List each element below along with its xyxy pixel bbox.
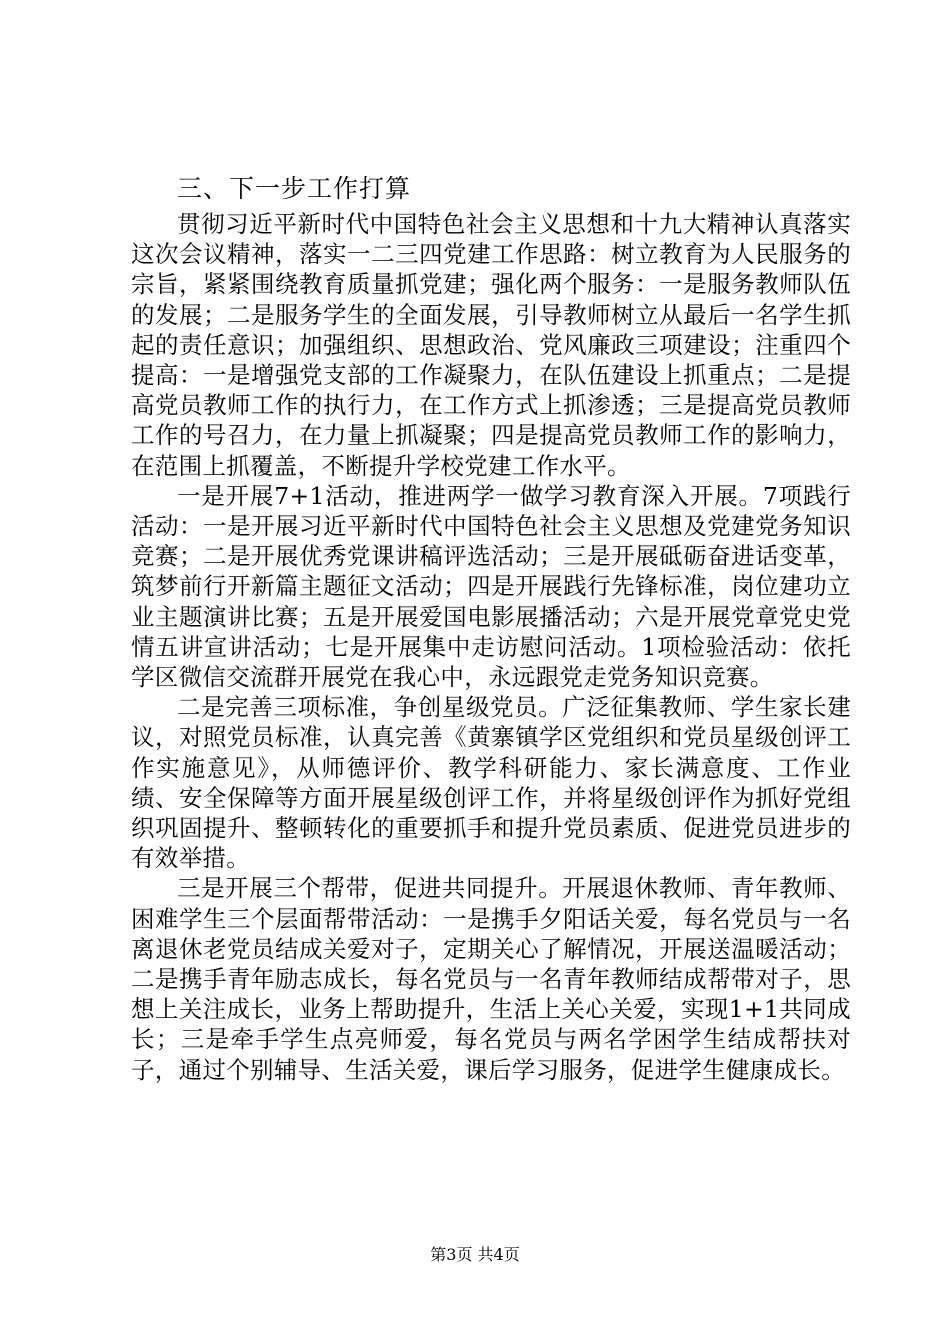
page-number-footer: 第3页 共4页: [430, 1245, 520, 1264]
paragraph-work-plan: 贯彻习近平新时代中国特色社会主义思想和十九大精神认真落实这次会议精神，落实一二三四党建工作思路：树立教育为人民服务的宗旨，紧紧围绕教育质量抓党建；强化两个服务：一是服务教师队伍的发展；二是服务学生的全面发展，引导教师树立从最后一名学生抓起的责任意识；加强组织、思想政治、党风廉政三项建设；注重四个提高：一是增强党支部的工作凝聚力，在队伍建设上抓重点；二是提高党员教师工作的执行力，在工作方式上抓渗透；三是提高党员教师工作的号召力，在力量上抓凝聚；四是提高党员教师工作的影响力，在范围上抓覆盖，不断提升学校党建工作水平。: [131, 210, 851, 480]
paragraph-standards: 二是完善三项标准，争创星级党员。广泛征集教师、学生家长建议，对照党员标准，认真完善《黄寨镇学区党组织和党员星级创评工作实施意见》，从师德评价、教学科研能力、家长满意度、工作业绩、安全保障等方面开展星级创评工作，并将星级创评作为抓好党组织巩固提升、整顿转化的重要抓手和提升党员素质、促进党员进步的有效举措。: [131, 693, 851, 873]
paragraph-activities: 一是开展7+1活动，推进两学一做学习教育深入开展。7项践行活动：一是开展习近平新时代中国特色社会主义思想及党建党务知识竞赛；二是开展优秀党课讲稿评选活动；三是开展砥砺奋进话变革，筑梦前行开新篇主题征文活动；四是开展践行先锋标准，岗位建功立业主题演讲比赛；五是开展爱国电影展播活动；六是开展党章党史党情五讲宣讲活动；七是开展集中走访慰问活动。1项检验活动：依托学区微信交流群开展党在我心中，永远跟党走党务知识竞赛。: [131, 481, 851, 692]
section-heading: 三、下一步工作打算: [177, 174, 412, 203]
document-body: [131, 172, 851, 1085]
paragraph-mentoring: 三是开展三个帮带，促进共同提升。开展退休教师、青年教师、困难学生三个层面帮带活动：一是携手夕阳话关爱，每名党员与一名离退休老党员结成关爱对子，定期关心了解情况，开展送温暖活动；二是携手青年励志成长，每名党员与一名青年教师结成帮带对子，思想上关注成长，业务上帮助提升，生活上关心关爱，实现1+1共同成长；三是牵手学生点亮师爱，每名党员与两名学困学生结成帮扶对子，通过个别辅导、生活关爱，课后学习服务，促进学生健康成长。: [131, 874, 851, 1084]
